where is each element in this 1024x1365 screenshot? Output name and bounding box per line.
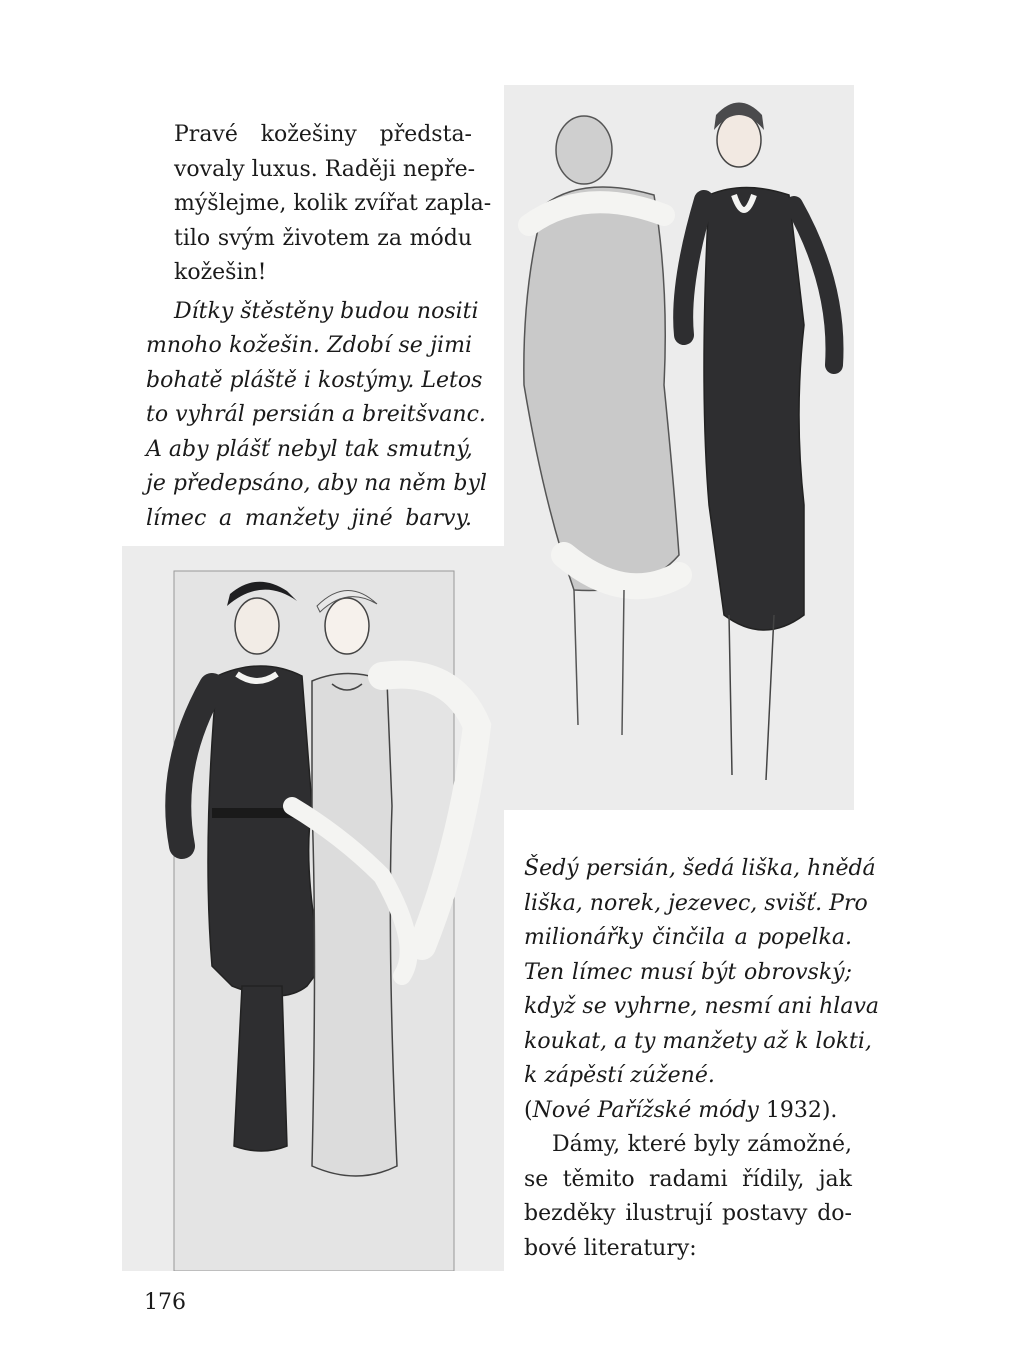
text-line: to vyhrál persián a breitšvanc. — [146, 402, 486, 427]
citation-year: 1932). — [758, 1097, 838, 1123]
citation — [524, 1094, 852, 1129]
text-line: milionářky činčila a popelka. — [524, 925, 852, 950]
paragraph-quote-furs — [524, 852, 879, 1094]
page-number: 176 — [144, 1290, 186, 1315]
fashion-figures-drawing — [504, 85, 854, 810]
paragraph-quote-fashion — [146, 295, 487, 537]
text-line: když se vyhrne, nesmí ani hlava — [524, 994, 879, 1019]
fashion-illustration-1930s — [122, 546, 504, 1271]
text-line: se těmito radami řídily, jak — [524, 1166, 852, 1192]
text-line: je předepsáno, aby na něm byl — [146, 471, 487, 496]
text-line: k zápěstí zúžené. — [524, 1063, 715, 1088]
text-line: bohatě pláště i kostýmy. Letos — [146, 367, 483, 393]
fashion-figures-drawing — [122, 546, 504, 1271]
text-line: límec a manžety jiné barvy. — [146, 505, 472, 531]
paragraph-wealthy-ladies — [524, 1128, 852, 1266]
fashion-illustration-1920s — [504, 85, 854, 810]
text-line: Dámy, které byly zámožné, — [552, 1132, 852, 1157]
text-line: kožešin! — [174, 260, 267, 285]
citation-open: ( — [524, 1097, 533, 1123]
paragraph-fur-luxury — [146, 118, 492, 291]
text-line: bové literatury: — [524, 1235, 697, 1261]
top-text-block — [146, 118, 492, 536]
text-line: Pravé kožešiny předsta- — [174, 122, 472, 147]
text-line: mnoho kožešin. Zdobí se jimi — [146, 333, 472, 358]
text-line: bezděky ilustrují postavy do- — [524, 1201, 852, 1226]
text-line: A aby plášť nebyl tak smutný, — [146, 436, 473, 462]
citation-title: Nové Pařížské módy — [532, 1097, 759, 1123]
text-line: Šedý persián, šedá liška, hnědá — [524, 856, 876, 881]
text-line: vovaly luxus. Raději nepře- — [174, 156, 476, 182]
text-line: Dítky štěstěny budou nositi — [174, 298, 479, 324]
text-line: koukat, a ty manžety až k lokti, — [524, 1028, 872, 1054]
text-line: liška, norek, jezevec, svišť. Pro — [524, 890, 868, 916]
bottom-text-block — [524, 852, 879, 1266]
text-line: Ten límec musí být obrovský; — [524, 959, 852, 985]
text-line: tilo svým životem za módu — [174, 225, 472, 251]
text-line: mýšlejme, kolik zvířat zapla- — [174, 191, 492, 216]
